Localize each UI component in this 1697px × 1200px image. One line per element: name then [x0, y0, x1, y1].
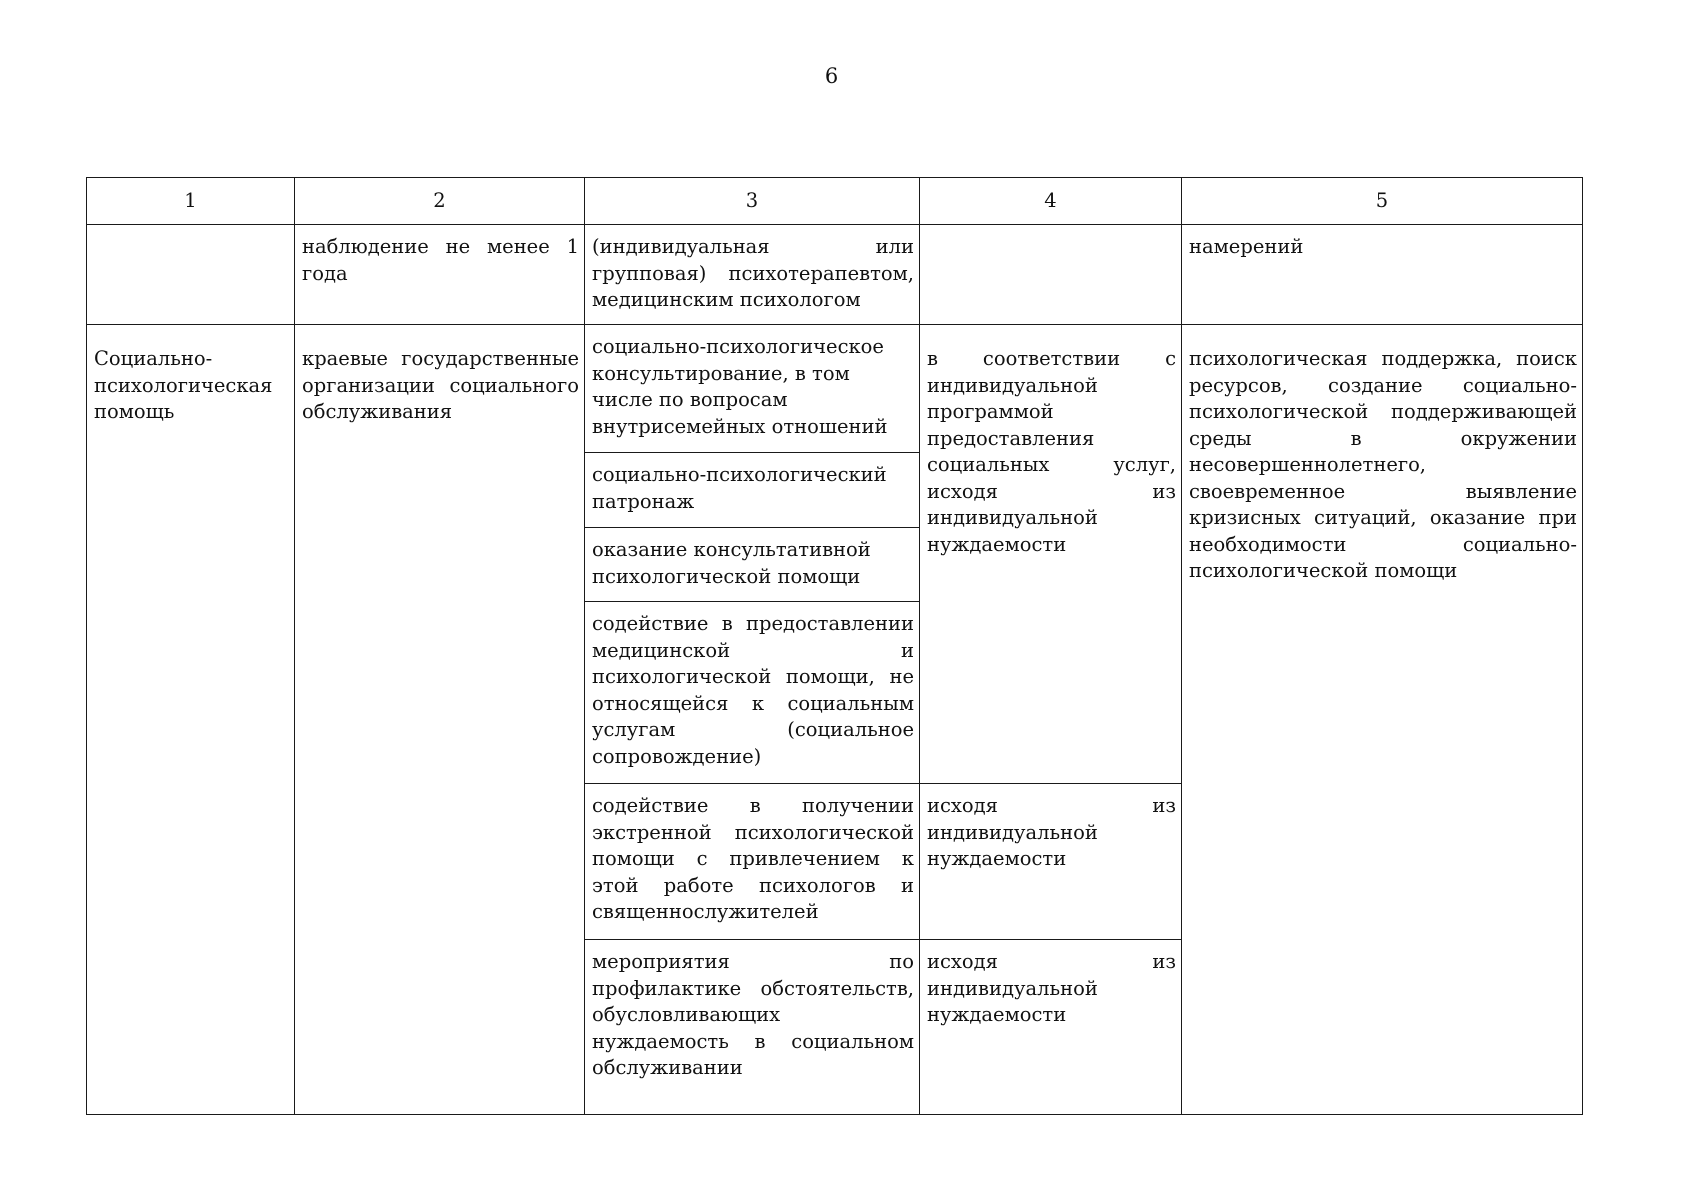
header-cell: 1 [87, 178, 295, 225]
volume-cell: исходя из индивидуальной нуждаемости [920, 784, 1182, 940]
header-cell: 2 [295, 178, 585, 225]
service-cell: мероприятия по профилактике обстоятельств, обусловливающих нуждаемость в социальном обслуживании [585, 940, 920, 1115]
volume-cell: в соответствии с индивидуальной программой предоставления социальных услуг, исходя из индивидуальной нуждаемости [920, 325, 1182, 784]
result-cell: психологическая поддержка, поиск ресурсов, создание социально-психологической поддерживающей среды в окружении несовершеннолетнего, своевременное выявление кризисных ситуаций, оказание при необходимости социально-психологической помощи [1182, 325, 1583, 1115]
services-table [86, 177, 1583, 1115]
service-cell: содействие в предоставлении медицинской и психологической помощи, не относящейся к социальным услугам (социальное сопровождение) [585, 602, 920, 784]
service-cell: содействие в получении экстренной психологической помощи с привлечением к этой работе психологов и священнослужителей [585, 784, 920, 940]
continuation-row [87, 225, 1583, 325]
cont-cell-5: намерений [1182, 225, 1583, 325]
service-category-cell: Социально-психологическая помощь [87, 325, 295, 1115]
service-cell: оказание консультативной психологической помощи [585, 528, 920, 602]
service-cell: социально-психологический патронаж [585, 453, 920, 528]
service-cell: социально-психологическое консультирование, в том числе по вопросам внутрисемейных отношений [585, 325, 920, 453]
header-row [87, 178, 1583, 225]
volume-cell: исходя из индивидуальной нуждаемости [920, 940, 1182, 1115]
cont-cell-1 [87, 225, 295, 325]
header-cell: 3 [585, 178, 920, 225]
cont-cell-2: наблюдение не менее 1 года [295, 225, 585, 325]
table-row [87, 325, 1583, 453]
header-cell: 5 [1182, 178, 1583, 225]
cont-cell-3: (индивидуальная или групповая) психотерапевтом, медицинским психологом [585, 225, 920, 325]
header-cell: 4 [920, 178, 1182, 225]
page-number: 6 [824, 64, 839, 88]
provider-cell: краевые государственные организации социального обслуживания [295, 325, 585, 1115]
cont-cell-4 [920, 225, 1182, 325]
